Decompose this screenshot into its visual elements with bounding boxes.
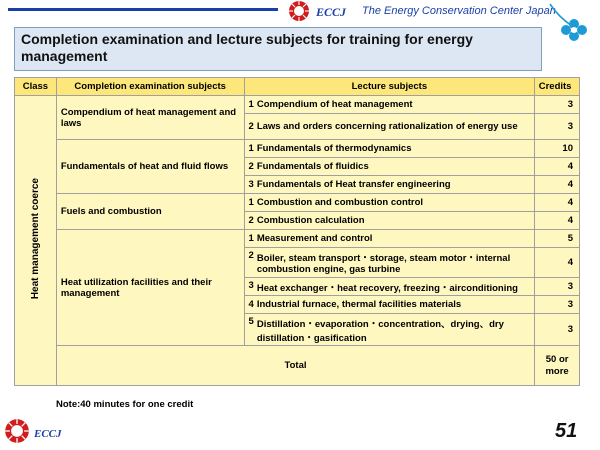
- lecture-cell: [244, 230, 535, 248]
- exam-subject: Heat utilization facilities and their management: [56, 230, 244, 346]
- credit-value: 5: [535, 230, 580, 248]
- lecture-number: 2: [248, 215, 254, 226]
- credit-value: 4: [535, 158, 580, 176]
- table-header-row: [15, 78, 580, 96]
- lecture-cell: [244, 248, 535, 278]
- lecture-number: 2: [248, 250, 254, 261]
- credit-value: 3: [535, 314, 580, 346]
- exam-subject: Fundamentals of heat and fluid flows: [56, 140, 244, 194]
- lecture-cell: [244, 296, 535, 314]
- lecture-number: 1: [248, 143, 254, 154]
- credit-value: 3: [535, 114, 580, 140]
- header-rule: [8, 8, 278, 11]
- table-row: [15, 230, 580, 248]
- lecture-subject: Combustion and combustion control: [256, 197, 424, 208]
- column-header-class: Class: [15, 78, 57, 96]
- lecture-subject: Combustion calculation: [256, 215, 365, 226]
- eccj-sun-logo-icon: [4, 418, 30, 444]
- lecture-cell: [244, 314, 535, 346]
- lecture-number: 2: [248, 121, 254, 132]
- total-credits: 50 or more: [535, 346, 580, 386]
- column-header-credits: Credits: [535, 78, 580, 96]
- column-header-exam-subjects: Completion examination subjects: [56, 78, 244, 96]
- lecture-subject: Fundamentals of thermodynamics: [256, 143, 412, 154]
- credit-value: 4: [535, 176, 580, 194]
- credit-value: 3: [535, 296, 580, 314]
- credit-value: 3: [535, 278, 580, 296]
- lecture-number: 2: [248, 161, 254, 172]
- class-cell: [15, 96, 57, 386]
- lecture-number: 1: [248, 233, 254, 244]
- lecture-cell: [244, 158, 535, 176]
- lecture-number: 1: [248, 197, 254, 208]
- eccj-mark: ECCJ: [316, 5, 347, 19]
- organization-name: The Energy Conservation Center Japan: [362, 5, 556, 17]
- lecture-cell: [244, 96, 535, 114]
- lecture-cell: [244, 278, 535, 296]
- lecture-subject: Boiler, steam transport・storage, steam motor・internal combustion engine, gas turbine: [256, 253, 511, 275]
- class-name: Heat management coerce: [29, 178, 41, 300]
- lecture-subject: Laws and orders concerning rationalization of energy use: [256, 121, 518, 132]
- training-subjects-table: [14, 77, 580, 386]
- lecture-subject: Industrial furnace, thermal facilities materials: [256, 299, 462, 310]
- clover-logo-icon: [548, 2, 592, 48]
- lecture-subject: Fundamentals of Heat transfer engineering: [256, 179, 451, 190]
- lecture-number: 3: [248, 279, 254, 291]
- lecture-cell: [244, 194, 535, 212]
- table-row: [15, 194, 580, 212]
- lecture-cell: [244, 140, 535, 158]
- lecture-cell: [244, 212, 535, 230]
- lecture-subject: Distillation・evaporation・concentration、drying、dry distillation・gasification: [256, 318, 504, 344]
- lecture-number: 5: [248, 315, 254, 327]
- lecture-subject: Compendium of heat management: [256, 99, 413, 110]
- credit-value: 10: [535, 140, 580, 158]
- table-row: [15, 96, 580, 114]
- eccj-sun-logo-icon: [288, 0, 310, 22]
- credit-value: 4: [535, 248, 580, 278]
- table-row: [15, 140, 580, 158]
- exam-subject: Fuels and combustion: [56, 194, 244, 230]
- lecture-subject: Heat exchanger・heat recovery, freezing・airconditioning: [256, 282, 518, 294]
- exam-subject: Compendium of heat management and laws: [56, 96, 244, 140]
- credit-value: 4: [535, 194, 580, 212]
- lecture-subject: Measurement and control: [256, 233, 373, 244]
- column-header-lecture-subjects: Lecture subjects: [244, 78, 535, 96]
- lecture-number: 1: [248, 99, 254, 110]
- lecture-number: 3: [248, 179, 254, 190]
- lecture-subject: Fundamentals of fluidics: [256, 161, 369, 172]
- slide-title-box: [14, 27, 542, 71]
- lecture-cell: [244, 114, 535, 140]
- credit-note: Note:40 minutes for one credit: [56, 399, 194, 410]
- lecture-number: 4: [248, 299, 254, 310]
- slide-title: Completion examination and lecture subjects for training for energy management: [21, 31, 473, 64]
- lecture-cell: [244, 176, 535, 194]
- total-row: [15, 346, 580, 386]
- page-number: 51: [555, 420, 578, 442]
- credit-value: 3: [535, 96, 580, 114]
- credit-value: 4: [535, 212, 580, 230]
- eccj-mark-footer: ECCJ: [34, 428, 62, 440]
- total-label: Total: [56, 346, 534, 386]
